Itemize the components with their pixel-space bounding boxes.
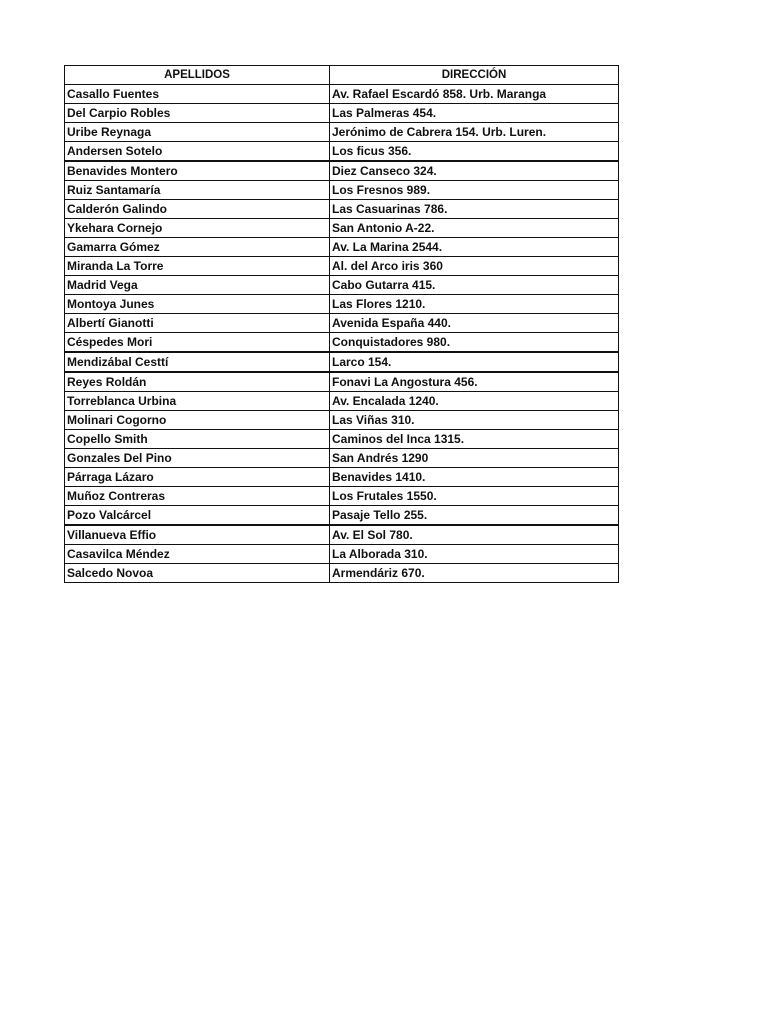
cell-direccion: Av. El Sol 780.	[330, 525, 619, 545]
cell-apellidos: Gamarra Gómez	[65, 238, 330, 257]
table-row	[65, 564, 619, 583]
cell-apellidos: Molinari Cogorno	[65, 411, 330, 430]
table-row	[65, 525, 619, 545]
cell-direccion: Fonavi La Angostura 456.	[330, 372, 619, 392]
cell-apellidos: Miranda La Torre	[65, 257, 330, 276]
cell-direccion: Diez Canseco 324.	[330, 161, 619, 181]
table-row	[65, 123, 619, 142]
cell-direccion: San Andrés 1290	[330, 449, 619, 468]
cell-apellidos: Mendizábal Cesttí	[65, 352, 330, 372]
cell-direccion: Av. La Marina 2544.	[330, 238, 619, 257]
cell-direccion: Las Flores 1210.	[330, 295, 619, 314]
cell-direccion: Av. Encalada 1240.	[330, 392, 619, 411]
cell-apellidos: Albertí Gianotti	[65, 314, 330, 333]
cell-direccion: Las Palmeras 454.	[330, 104, 619, 123]
cell-direccion: La Alborada 310.	[330, 545, 619, 564]
table-row	[65, 257, 619, 276]
cell-direccion: Los Frutales 1550.	[330, 487, 619, 506]
cell-direccion: Las Casuarinas 786.	[330, 200, 619, 219]
cell-apellidos: Céspedes Mori	[65, 333, 330, 353]
cell-direccion: Las Viñas 310.	[330, 411, 619, 430]
cell-apellidos: Ykehara Cornejo	[65, 219, 330, 238]
table-row	[65, 333, 619, 353]
cell-apellidos: Benavides Montero	[65, 161, 330, 181]
table-row	[65, 314, 619, 333]
table-row	[65, 85, 619, 104]
table-row	[65, 104, 619, 123]
cell-direccion: Benavides 1410.	[330, 468, 619, 487]
table-row	[65, 449, 619, 468]
cell-apellidos: Madrid Vega	[65, 276, 330, 295]
address-table	[64, 65, 619, 583]
cell-direccion: Armendáriz 670.	[330, 564, 619, 583]
cell-apellidos: Párraga Lázaro	[65, 468, 330, 487]
cell-apellidos: Salcedo Novoa	[65, 564, 330, 583]
table-row	[65, 161, 619, 181]
table-row	[65, 200, 619, 219]
table-row	[65, 411, 619, 430]
cell-direccion: Los ficus 356.	[330, 142, 619, 162]
cell-direccion: Conquistadores 980.	[330, 333, 619, 353]
cell-apellidos: Muñoz Contreras	[65, 487, 330, 506]
table-row	[65, 219, 619, 238]
cell-direccion: Larco 154.	[330, 352, 619, 372]
cell-direccion: Los Fresnos 989.	[330, 181, 619, 200]
table-row	[65, 487, 619, 506]
table-row	[65, 392, 619, 411]
table-row	[65, 352, 619, 372]
cell-apellidos: Pozo Valcárcel	[65, 506, 330, 526]
cell-apellidos: Reyes Roldán	[65, 372, 330, 392]
column-header-direccion: DIRECCIÓN	[330, 66, 619, 85]
table-row	[65, 468, 619, 487]
column-header-apellidos: APELLIDOS	[65, 66, 330, 85]
cell-apellidos: Ruiz Santamaría	[65, 181, 330, 200]
header-row	[65, 66, 619, 85]
cell-direccion: Av. Rafael Escardó 858. Urb. Maranga	[330, 85, 619, 104]
cell-apellidos: Torreblanca Urbina	[65, 392, 330, 411]
cell-apellidos: Andersen Sotelo	[65, 142, 330, 162]
cell-apellidos: Del Carpio Robles	[65, 104, 330, 123]
cell-direccion: Pasaje Tello 255.	[330, 506, 619, 526]
table-row	[65, 276, 619, 295]
cell-direccion: Jerónimo de Cabrera 154. Urb. Luren.	[330, 123, 619, 142]
cell-direccion: Caminos del Inca 1315.	[330, 430, 619, 449]
cell-direccion: Cabo Gutarra 415.	[330, 276, 619, 295]
table-row	[65, 430, 619, 449]
cell-apellidos: Calderón Galindo	[65, 200, 330, 219]
cell-direccion: San Antonio A-22.	[330, 219, 619, 238]
table-row	[65, 142, 619, 162]
table-row	[65, 295, 619, 314]
table-row	[65, 372, 619, 392]
cell-apellidos: Uribe Reynaga	[65, 123, 330, 142]
table-row	[65, 181, 619, 200]
cell-apellidos: Montoya Junes	[65, 295, 330, 314]
cell-apellidos: Villanueva Effio	[65, 525, 330, 545]
table-row	[65, 545, 619, 564]
cell-direccion: Avenida España 440.	[330, 314, 619, 333]
cell-apellidos: Gonzales Del Pino	[65, 449, 330, 468]
table-row	[65, 238, 619, 257]
cell-apellidos: Casallo Fuentes	[65, 85, 330, 104]
cell-apellidos: Casavilca Méndez	[65, 545, 330, 564]
cell-apellidos: Copello Smith	[65, 430, 330, 449]
table-row	[65, 506, 619, 526]
table-body	[65, 85, 619, 583]
cell-direccion: Al. del Arco iris 360	[330, 257, 619, 276]
